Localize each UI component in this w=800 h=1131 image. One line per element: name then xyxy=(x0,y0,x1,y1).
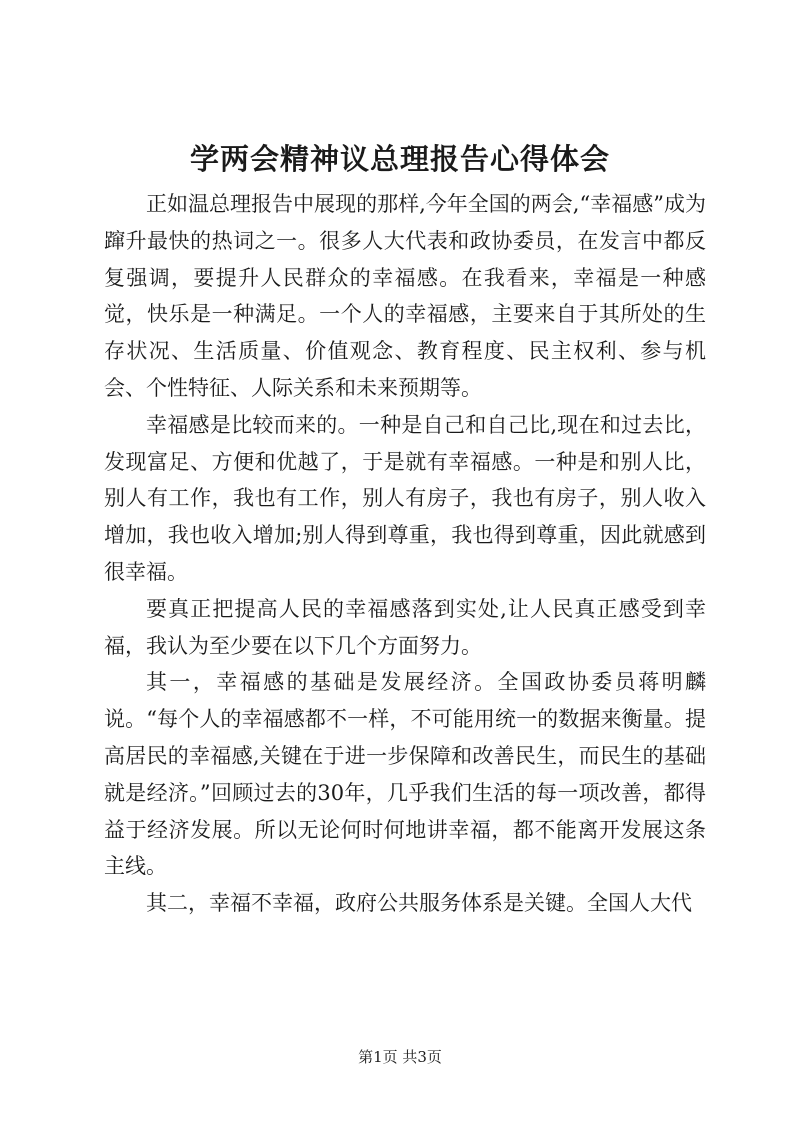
paragraph-4: 其一，幸福感的基础是发展经济。全国政协委员蒋明麟说。“每个人的幸福感都不一样，不可能用统一的数据来衡量。提高居民的幸福感,关键在于进一步保障和改善民生，而民生的基础就是经济。”回顾过去的30年，几乎我们生活的每一项改善，都得益于经济发展。所以无论何时何地讲幸福，都不能离开发展这条主线。 xyxy=(104,670,706,879)
paragraph-3: 要真正把提高人民的幸福感落到实处,让人民真正感受到幸福，我认为至少要在以下几个方面努力。 xyxy=(104,596,706,658)
page-number-footer: 第1页 共3页 xyxy=(358,1048,442,1066)
document-body xyxy=(104,186,706,922)
paragraph-2: 幸福感是比较而来的。一种是自己和自己比,现在和过去比，发现富足、方便和优越了，于是就有幸福感。一种是和别人比，别人有工作，我也有工作，别人有房子，我也有房子，别人收入增加，我也收入增加;别人得到尊重，我也得到尊重，因此就感到很幸福。 xyxy=(104,412,706,584)
paragraph-5: 其二，幸福不幸福，政府公共服务体系是关键。全国人大代 xyxy=(146,891,692,916)
paragraph-1: 正如温总理报告中展现的那样,今年全国的两会,“幸福感”成为蹿升最快的热词之一。很多人大代表和政协委员，在发言中都反复强调，要提升人民群众的幸福感。在我看来，幸福是一种感觉，快乐是一种满足。一个人的幸福感，主要来自于其所处的生存状况、生活质量、价值观念、教育程度、民主权利、参与机会、个性特征、人际关系和未来预期等。 xyxy=(104,192,706,400)
document-title: 学两会精神议总理报告心得体会 xyxy=(189,142,610,176)
